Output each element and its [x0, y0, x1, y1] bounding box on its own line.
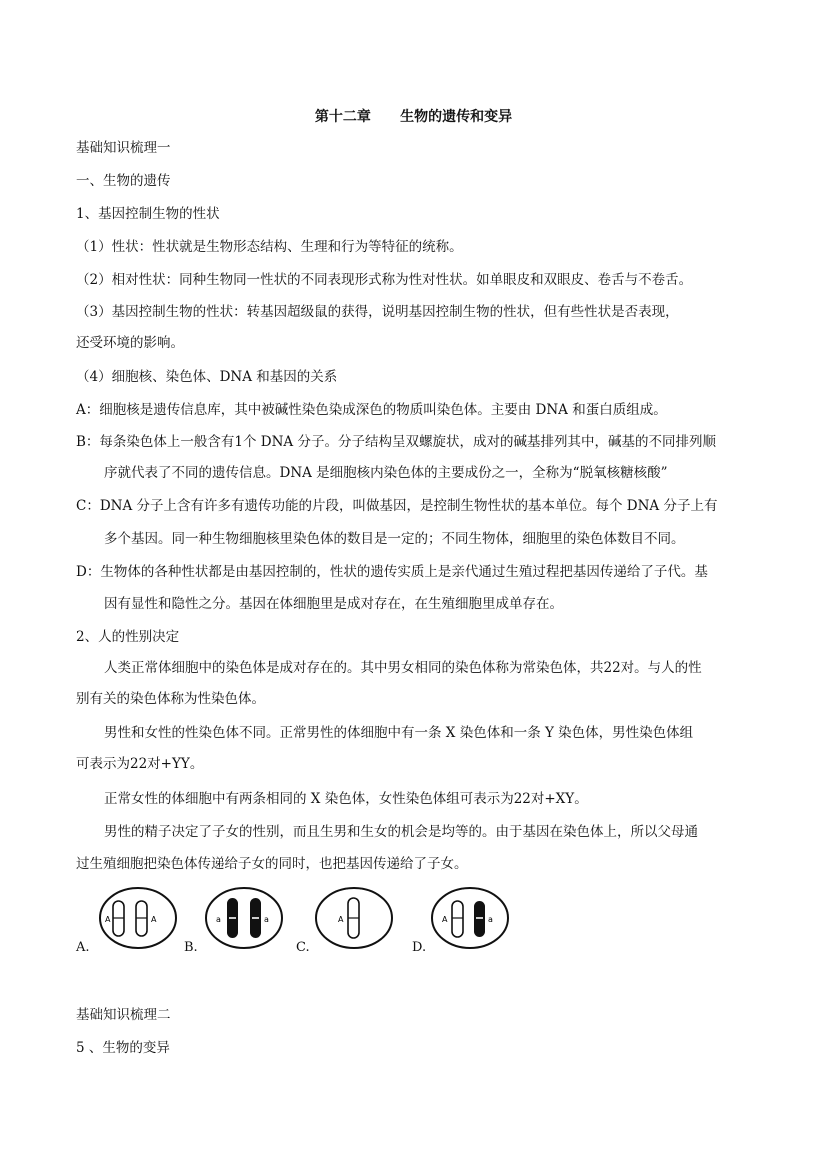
paragraph-line: 人类正常体细胞中的染色体是成对存在的。其中男女相同的染色体称为常染色体，共22对。与人的性 — [104, 660, 702, 676]
topic-heading: 5 、生物的变异 — [76, 1040, 170, 1056]
paragraph-line: 男性和女性的性染色体不同。正常男性的体细胞中有一条 X 染色体和一条 Y 染色体，男性染色体组 — [104, 725, 694, 741]
paragraph-line: 多个基因。同一种生物细胞核里染色体的数目是一定的；不同生物体，细胞里的染色体数目不同。 — [104, 531, 685, 547]
paragraph-line: 男性的精子决定了子女的性别，而且生男和生女的机会是均等的。由于基因在染色体上，所以父母通 — [104, 824, 698, 840]
cell-d-diagram — [428, 884, 512, 952]
cell-a-diagram — [96, 884, 180, 952]
paragraph-line: D：生物体的各种性状都是由基因控制的，性状的遗传实质上是亲代通过生殖过程把基因传递给了子代。基 — [76, 564, 708, 580]
section-heading: 基础知识梳理二 — [76, 1007, 171, 1023]
paragraph-line: 序就代表了不同的遗传信息。DNA 是细胞核内染色体的主要成份之一，全称为“脱氧核糖核酸” — [104, 465, 668, 481]
paragraph-line: （3）基因控制生物的性状：转基因超级鼠的获得，说明基因控制生物的性状，但有些性状是否表现， — [76, 304, 679, 320]
option-c-label: C. — [296, 940, 310, 955]
svg-text:a: a — [264, 915, 269, 924]
svg-text:A: A — [105, 915, 111, 924]
chapter-title: 第十二章 生物的遗传和变异 — [314, 109, 513, 125]
section-heading: 基础知识梳理一 — [76, 140, 171, 156]
chromosome-figure-options — [76, 884, 516, 964]
paragraph-line: C：DNA 分子上含有许多有遗传功能的片段，叫做基因，是控制生物性状的基本单位。每个 DNA 分子上有 — [76, 498, 718, 514]
option-d-label: D. — [412, 940, 427, 955]
paragraph-line: （2）相对性状：同种生物同一性状的不同表现形式称为性对性状。如单眼皮和双眼皮、卷舌与不卷舌。 — [76, 272, 693, 288]
svg-text:A: A — [442, 915, 448, 924]
paragraph-line: 别有关的染色体称为性染色体。 — [76, 691, 265, 707]
option-b-label: B. — [184, 940, 198, 955]
svg-text:A: A — [338, 915, 344, 924]
paragraph-line: 过生殖细胞把染色体传递给子女的同时，也把基因传递给了子女。 — [76, 856, 468, 872]
paragraph-line: 正常女性的体细胞中有两条相同的 X 染色体，女性染色体组可表示为22对+XY。 — [104, 791, 588, 807]
svg-text:a: a — [216, 915, 221, 924]
cell-b-diagram — [202, 884, 286, 952]
cell-c-diagram — [312, 884, 396, 952]
paragraph-line: B：每条染色体上一般含有1个 DNA 分子。分子结构呈双螺旋状，成对的碱基排列其中，碱基的不同排列顺 — [76, 434, 716, 450]
paragraph-line: （4）细胞核、染色体、DNA 和基因的关系 — [76, 369, 338, 385]
option-a-label: A. — [76, 940, 90, 955]
paragraph-line: 因有显性和隐性之分。基因在体细胞里是成对存在，在生殖细胞里成单存在。 — [104, 596, 563, 612]
svg-text:A: A — [151, 915, 157, 924]
subsection-heading: 一、生物的遗传 — [76, 173, 171, 189]
paragraph-line: （1）性状：性状就是生物形态结构、生理和行为等特征的统称。 — [76, 239, 463, 255]
topic-heading: 2、人的性别决定 — [76, 629, 180, 645]
paragraph-line: A：细胞核是遗传信息库，其中被碱性染色染成深色的物质叫染色体。主要由 DNA 和蛋白质组成。 — [76, 402, 667, 418]
topic-heading: 1、基因控制生物的性状 — [76, 206, 220, 222]
svg-text:a: a — [488, 915, 493, 924]
paragraph-line: 还受环境的影响。 — [76, 335, 184, 351]
paragraph-line: 可表示为22对+YY。 — [76, 756, 204, 772]
